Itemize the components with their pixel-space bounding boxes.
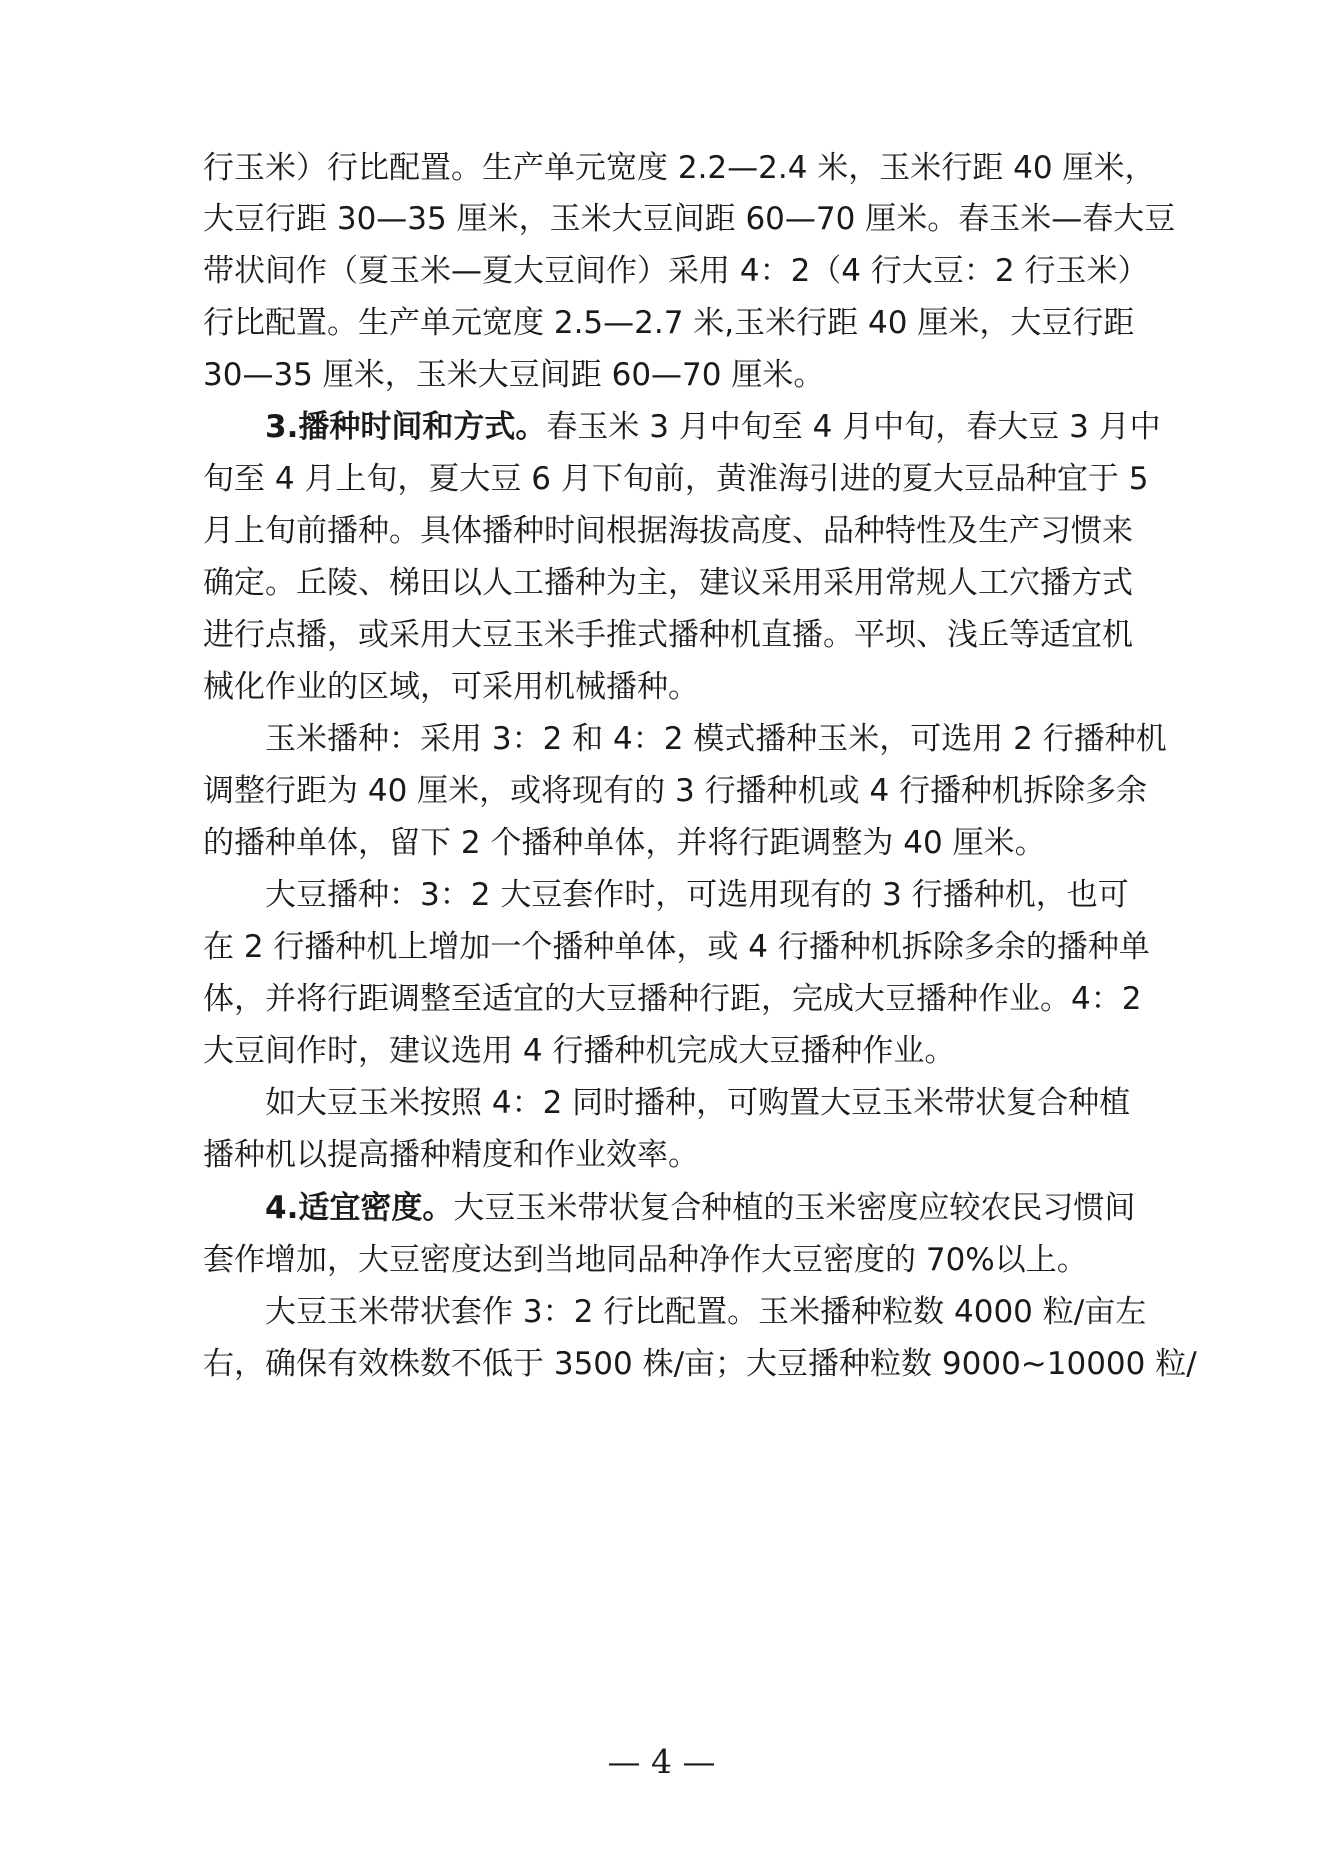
text-line: 右，确保有效株数不低于 3500 株/亩；大豆播种粒数 9000~10000 粒/ [203,1346,1197,1382]
text-line: 带状间作（夏玉米—夏大豆间作）采用 4：2（4 行大豆：2 行玉米） [203,253,1149,289]
text-line: 播种机以提高播种精度和作业效率。 [203,1137,699,1173]
text-line: 的播种单体，留下 2 个播种单体，并将行距调整为 40 厘米。 [203,825,1046,861]
text-line: 大豆玉米带状套作 3：2 行比配置。玉米播种粒数 4000 粒/亩左 [265,1294,1147,1330]
text-line [265,1188,1136,1228]
text-line: 大豆播种：3：2 大豆套作时，可选用现有的 3 行播种机，也可 [265,877,1129,913]
text-line: 行比配置。生产单元宽度 2.5—2.7 米,玉米行距 40 厘米，大豆行距 [203,305,1135,341]
text-line: 套作增加，大豆密度达到当地同品种净作大豆密度的 70%以上。 [203,1242,1088,1278]
page-number: — 4 — [607,1742,716,1781]
text-line: 确定。丘陵、梯田以人工播种为主，建议采用采用常规人工穴播方式 [203,565,1133,601]
text-line [265,407,1161,447]
text-line: 进行点播，或采用大豆玉米手推式播种机直播。平坝、浅丘等适宜机 [203,617,1133,653]
text-line: 大豆行距 30—35 厘米，玉米大豆间距 60—70 厘米。春玉米—春大豆 [203,201,1176,237]
section-heading: 3.播种时间和方式。 [265,409,547,445]
text-span: 大豆玉米带状复合种植的玉米密度应较农民习惯间 [453,1190,1136,1226]
text-line: 械化作业的区域，可采用机械播种。 [203,669,699,705]
text-line: 大豆间作时，建议选用 4 行播种机完成大豆播种作业。 [203,1033,956,1069]
text-line: 调整行距为 40 厘米，或将现有的 3 行播种机或 4 行播种机拆除多余 [203,773,1148,809]
text-line: 玉米播种：采用 3：2 和 4：2 模式播种玉米，可选用 2 行播种机 [265,721,1167,757]
text-line: 30—35 厘米，玉米大豆间距 60—70 厘米。 [203,357,825,393]
text-line: 旬至 4 月上旬，夏大豆 6 月下旬前，黄淮海引进的夏大豆品种宜于 5 [203,461,1149,497]
text-line: 如大豆玉米按照 4：2 同时播种，可购置大豆玉米带状复合种植 [265,1085,1131,1121]
section-heading: 4.适宜密度。 [265,1190,454,1226]
text-line: 行玉米）行比配置。生产单元宽度 2.2—2.4 米，玉米行距 40 厘米， [203,150,1156,186]
text-span: 春玉米 3 月中旬至 4 月中旬，春大豆 3 月中 [546,409,1161,445]
text-line: 体，并将行距调整至适宜的大豆播种行距，完成大豆播种作业。4：2 [203,981,1142,1017]
text-line: 月上旬前播种。具体播种时间根据海拔高度、品种特性及生产习惯来 [203,513,1133,549]
text-line: 在 2 行播种机上增加一个播种单体，或 4 行播种机拆除多余的播种单 [203,929,1150,965]
